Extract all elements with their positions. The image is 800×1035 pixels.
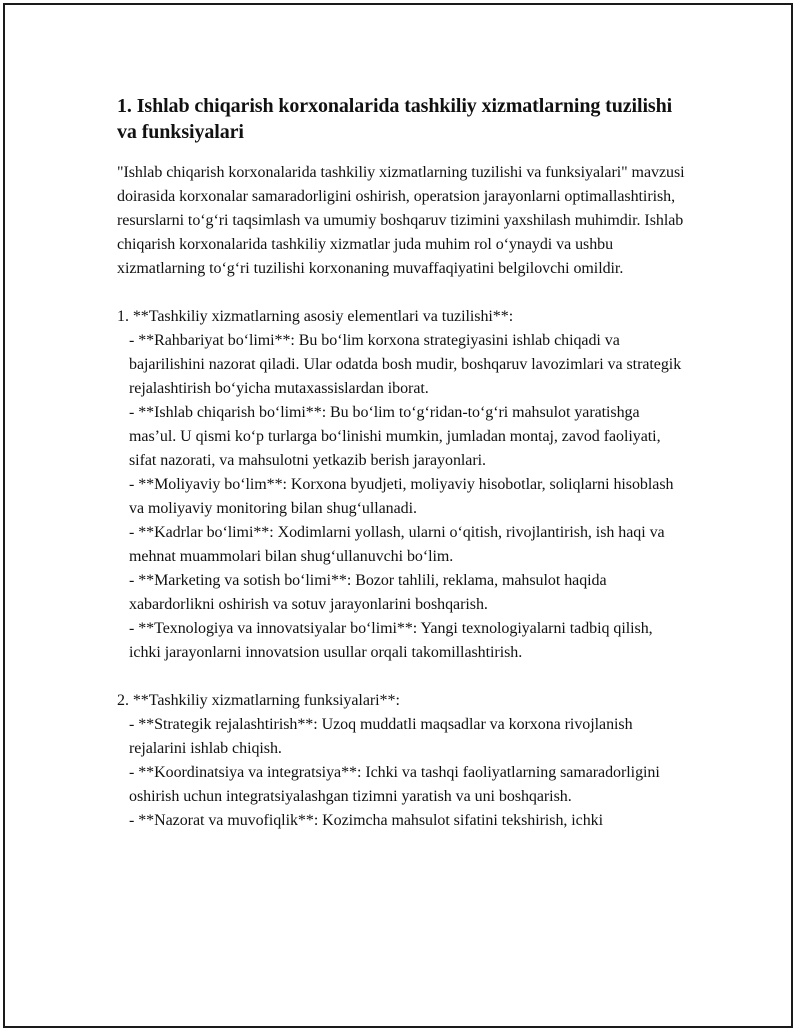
list-item: - **Moliyaviy bo‘lim**: Korxona byudjeti, moliyaviy hisobotlar, soliqlarni hisoblash va moliyaviy monitoring bilan shug‘ullanadi. [129, 476, 678, 517]
section-2-heading: 2. **Tashkiliy xizmatlarning funksiyalari**: [117, 692, 400, 709]
spacer [117, 281, 687, 305]
list-item: - **Ishlab chiqarish bo‘limi**: Bu bo‘lim to‘g‘ridan-to‘g‘ri mahsulot yaratishga mas’ul. U qismi ko‘p turlarga bo‘linishi mumkin, jumladan montaj, zavod faoliyati, sifat nazorati, va mahsulotni yetkazib berish jarayonlari. [129, 404, 665, 469]
list-item: - **Nazorat va muvofiqlik**: Kozimcha mahsulot sifatini tekshirish, ichki [129, 812, 604, 829]
spacer [117, 665, 687, 689]
document-body [117, 93, 687, 833]
document-title: 1. Ishlab chiqarish korxonalarida tashkiliy xizmatlarning tuzilishi va funksiyalari [117, 95, 673, 143]
list-item: - **Texnologiya va innovatsiyalar bo‘limi**: Yangi texnologiyalarni tadbiq qilish, ichki jarayonlarni innovatsion usullar orqali takomillashtirish. [129, 620, 657, 661]
list-item: - **Marketing va sotish bo‘limi**: Bozor tahlili, reklama, mahsulot haqida xabardorlikni oshirish va sotuv jarayonlarini boshqarish. [129, 572, 611, 613]
intro-paragraph: "Ishlab chiqarish korxonalarida tashkiliy xizmatlarning tuzilishi va funksiyalari" mavzusi doirasida korxonalar samaradorligini oshirish, operatsion jarayonlarni optimallashtirish, resurslarni to‘g‘ri taqsimlash va umumiy boshqaruv tizimini yaxshilash muhimdir. Ishlab chiqarish korxonalarida tashkiliy xizmatlar juda muhim rol o‘ynaydi va ushbu xizmatlarning to‘g‘ri tuzilishi korxonaning muvaffaqiyatini belgilovchi omildir. [117, 164, 689, 277]
list-item: - **Kadrlar bo‘limi**: Xodimlarni yollash, ularni o‘qitish, rivojlantirish, ish haqi va mehnat muammolari bilan shug‘ullanuvchi bo‘lim. [129, 524, 669, 565]
section-1-heading: 1. **Tashkiliy xizmatlarning asosiy elementlari va tuzilishi**: [117, 308, 514, 325]
list-item: - **Strategik rejalashtirish**: Uzoq muddatli maqsadlar va korxona rivojlanish rejalarini ishlab chiqish. [129, 716, 637, 757]
list-item: - **Koordinatsiya va integratsiya**: Ichki va tashqi faoliyatlarning samaradorligini oshirish uchun integratsiyalashgan tizimni yaratish va uni boshqarish. [129, 764, 664, 805]
list-item: - **Rahbariyat bo‘limi**: Bu bo‘lim korxona strategiyasini ishlab chiqadi va bajarilishini nazorat qiladi. Ular odatda bosh mudir, boshqaruv lavozimlari va strategik rejalashtirish bo‘yicha mutaxassislardan iborat. [129, 332, 686, 397]
